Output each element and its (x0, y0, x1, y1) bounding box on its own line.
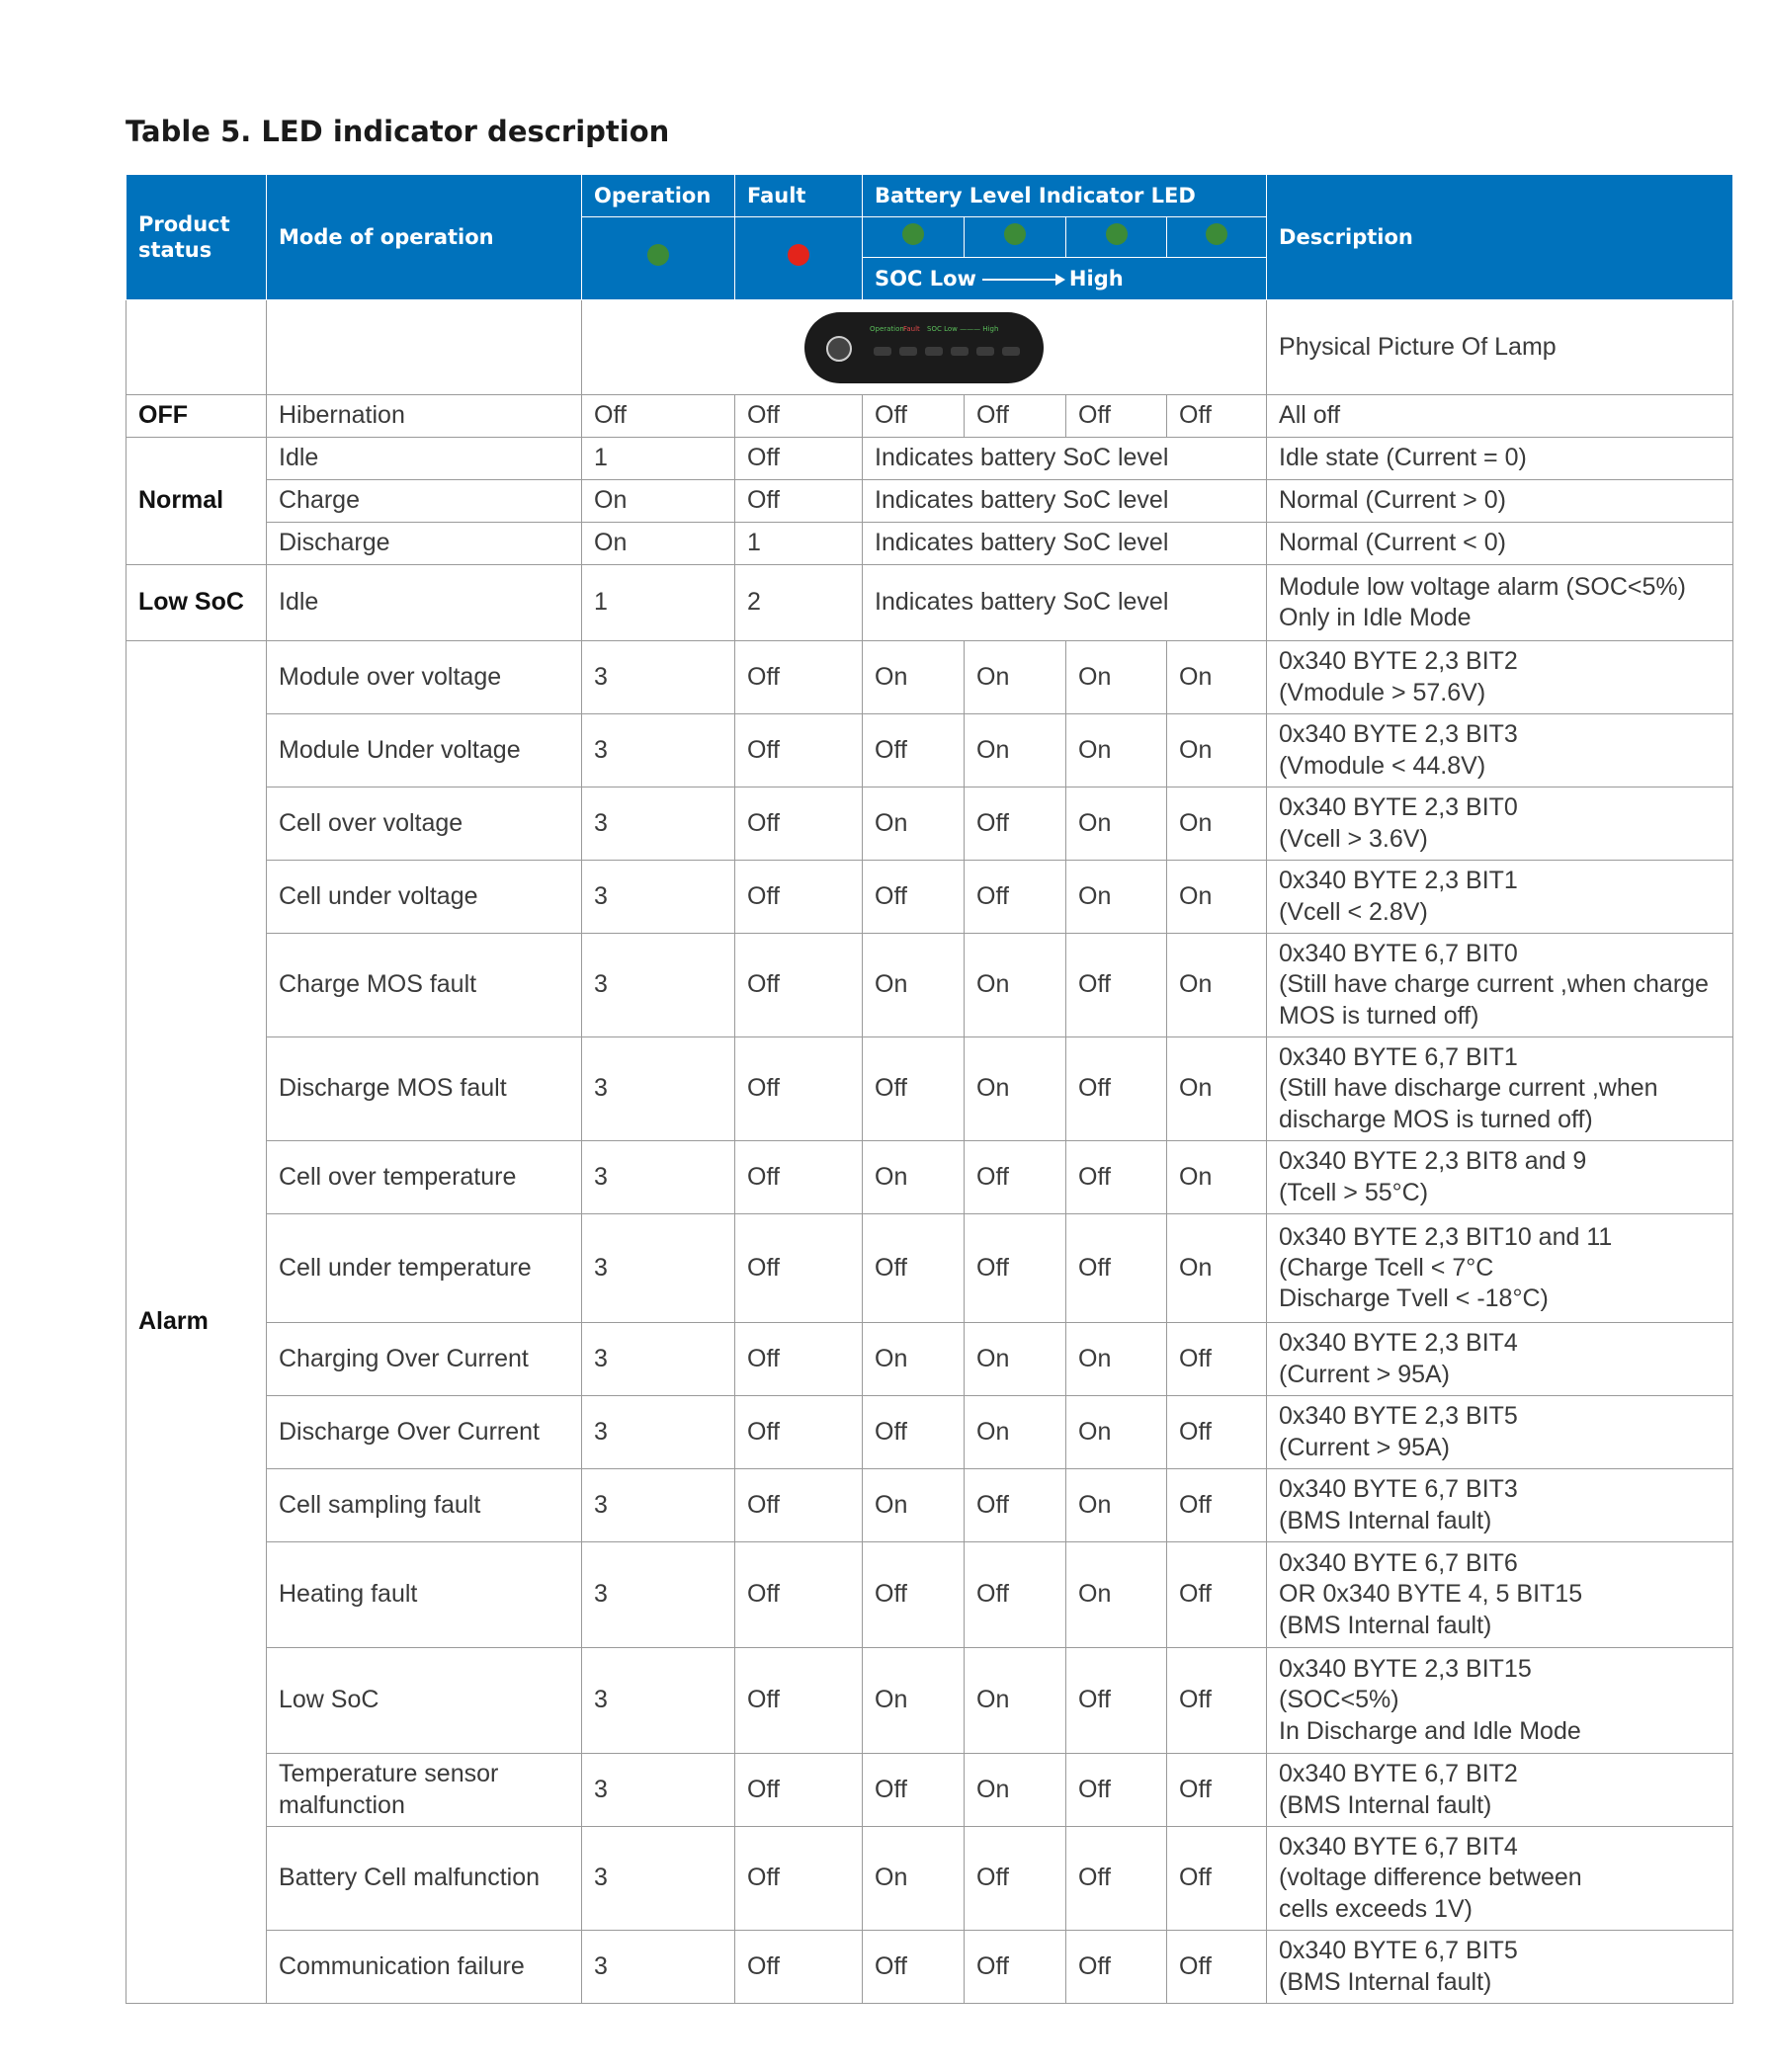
table-row (126, 438, 1733, 480)
led-4-cell: Off (1167, 395, 1267, 438)
mode-cell: Cell under voltage (267, 861, 582, 934)
fault-cell: Off (735, 861, 863, 934)
lamp-window-icon (925, 347, 943, 356)
status-cell: Low SoC (126, 565, 267, 641)
description-cell: 0x340 BYTE 2,3 BIT2 (Vmodule > 57.6V) (1267, 641, 1733, 714)
fault-cell: Off (735, 438, 863, 480)
led-indicator-table (126, 174, 1733, 2004)
led-4-cell: On (1167, 1214, 1267, 1323)
header-product-status: Product status (126, 175, 267, 300)
fault-cell: 1 (735, 523, 863, 565)
lamp-description: Physical Picture Of Lamp (1267, 300, 1733, 395)
operation-cell: 3 (582, 1827, 735, 1931)
led-3-cell: Off (1066, 934, 1167, 1037)
led-3-cell: On (1066, 714, 1167, 787)
operation-cell: 3 (582, 1469, 735, 1542)
led-4-cell: On (1167, 714, 1267, 787)
led-4-cell: Off (1167, 1827, 1267, 1931)
status-cell: Normal (126, 438, 267, 565)
mode-cell: Charging Over Current (267, 1323, 582, 1396)
lamp-window-icon (951, 347, 969, 356)
mode-cell: Module Under voltage (267, 714, 582, 787)
operation-cell: 3 (582, 1323, 735, 1396)
led-1-cell: On (863, 641, 965, 714)
mode-cell: Battery Cell malfunction (267, 1827, 582, 1931)
fault-cell: Off (735, 1542, 863, 1648)
led-3-cell: On (1066, 787, 1167, 861)
lamp-window-icon (899, 347, 917, 356)
fault-cell: Off (735, 1396, 863, 1469)
led-1-cell: On (863, 1469, 965, 1542)
led-2-cell: On (965, 1648, 1066, 1754)
mode-cell: Temperature sensor malfunction (267, 1754, 582, 1827)
mode-cell: Discharge (267, 523, 582, 565)
fault-cell: Off (735, 1141, 863, 1214)
lamp-button-icon (826, 336, 852, 362)
fault-cell: Off (735, 1827, 863, 1931)
description-cell: 0x340 BYTE 6,7 BIT4 (voltage difference between cells exceeds 1V) (1267, 1827, 1733, 1931)
table-row (126, 934, 1733, 1037)
description-cell: Idle state (Current = 0) (1267, 438, 1733, 480)
mode-cell: Charge MOS fault (267, 934, 582, 1037)
mode-cell: Cell sampling fault (267, 1469, 582, 1542)
table-row (126, 641, 1733, 714)
description-cell: Normal (Current > 0) (1267, 480, 1733, 523)
battery-led-1-cell (863, 217, 965, 258)
led-1-cell: Off (863, 1396, 965, 1469)
led-2-cell: On (965, 1323, 1066, 1396)
fault-cell: Off (735, 1037, 863, 1141)
led-3-cell: On (1066, 861, 1167, 934)
table-row (126, 1754, 1733, 1827)
description-cell: 0x340 BYTE 2,3 BIT8 and 9 (Tcell > 55°C) (1267, 1141, 1733, 1214)
description-cell: 0x340 BYTE 2,3 BIT10 and 11 (Charge Tcell < 7°C Discharge Tvell < -18°C) (1267, 1214, 1733, 1323)
led-4-cell: On (1167, 934, 1267, 1037)
mode-cell: Communication failure (267, 1931, 582, 2004)
right-arrow-icon (982, 279, 1063, 281)
operation-cell: 3 (582, 1037, 735, 1141)
table-row (126, 787, 1733, 861)
description-cell: 0x340 BYTE 2,3 BIT4 (Current > 95A) (1267, 1323, 1733, 1396)
led-1-cell: Off (863, 1214, 965, 1323)
led-2-cell: Off (965, 787, 1066, 861)
table-row (126, 1469, 1733, 1542)
fault-cell: Off (735, 714, 863, 787)
description-cell: Normal (Current < 0) (1267, 523, 1733, 565)
led-3-cell: On (1066, 641, 1167, 714)
led-3-cell: Off (1066, 395, 1167, 438)
led-text-cell: Indicates battery SoC level (863, 565, 1267, 641)
table-row (126, 1037, 1733, 1141)
led-3-cell: On (1066, 1396, 1167, 1469)
led-2-cell: On (965, 714, 1066, 787)
fault-cell: Off (735, 1469, 863, 1542)
led-2-cell: Off (965, 1469, 1066, 1542)
led-1-cell: On (863, 934, 965, 1037)
battery-led-4-cell (1167, 217, 1267, 258)
led-2-cell: On (965, 934, 1066, 1037)
description-cell: All off (1267, 395, 1733, 438)
led-3-cell: Off (1066, 1141, 1167, 1214)
led-text-cell: Indicates battery SoC level (863, 438, 1267, 480)
description-cell: 0x340 BYTE 2,3 BIT0 (Vcell > 3.6V) (1267, 787, 1733, 861)
led-4-cell: Off (1167, 1931, 1267, 2004)
led-1-cell: Off (863, 1931, 965, 2004)
mode-cell: Cell under temperature (267, 1214, 582, 1323)
operation-cell: 1 (582, 438, 735, 480)
led-3-cell: Off (1066, 1037, 1167, 1141)
mode-cell: Charge (267, 480, 582, 523)
led-4-cell: On (1167, 787, 1267, 861)
mode-cell: Module over voltage (267, 641, 582, 714)
description-cell: 0x340 BYTE 6,7 BIT2 (BMS Internal fault) (1267, 1754, 1733, 1827)
led-1-cell: On (863, 1648, 965, 1754)
led-1-cell: On (863, 1323, 965, 1396)
operation-cell: 3 (582, 1648, 735, 1754)
description-cell: Module low voltage alarm (SOC<5%) Only in Idle Mode (1267, 565, 1733, 641)
lamp-window-icon (874, 347, 891, 356)
description-cell: 0x340 BYTE 2,3 BIT15 (SOC<5%) In Discharge and Idle Mode (1267, 1648, 1733, 1754)
operation-cell: 3 (582, 861, 735, 934)
battery-led-4-icon (1206, 223, 1227, 245)
status-cell: OFF (126, 395, 267, 438)
led-3-cell: Off (1066, 1931, 1167, 2004)
operation-cell: 1 (582, 565, 735, 641)
description-cell: 0x340 BYTE 6,7 BIT6 OR 0x340 BYTE 4, 5 BIT15 (BMS Internal fault) (1267, 1542, 1733, 1648)
mode-cell: Discharge MOS fault (267, 1037, 582, 1141)
description-cell: 0x340 BYTE 6,7 BIT0 (Still have charge current ,when charge MOS is turned off) (1267, 934, 1733, 1037)
operation-cell: 3 (582, 1141, 735, 1214)
mode-cell: Cell over temperature (267, 1141, 582, 1214)
operation-led-icon (647, 244, 669, 266)
led-1-cell: On (863, 1827, 965, 1931)
led-2-cell: On (965, 1396, 1066, 1469)
led-3-cell: Off (1066, 1827, 1167, 1931)
table-row (126, 1827, 1733, 1931)
operation-cell: On (582, 523, 735, 565)
battery-led-3-icon (1106, 223, 1128, 245)
table-row (126, 861, 1733, 934)
fault-cell: Off (735, 934, 863, 1037)
led-2-cell: Off (965, 1827, 1066, 1931)
operation-cell: 3 (582, 1396, 735, 1469)
operation-cell: 3 (582, 1542, 735, 1648)
operation-cell: On (582, 480, 735, 523)
operation-cell: 3 (582, 641, 735, 714)
led-1-cell: Off (863, 1037, 965, 1141)
led-4-cell: Off (1167, 1469, 1267, 1542)
led-1-cell: Off (863, 714, 965, 787)
led-2-cell: Off (965, 1931, 1066, 2004)
lamp-picture-row (126, 300, 1733, 395)
fault-led-cell (735, 217, 863, 300)
led-1-cell: Off (863, 861, 965, 934)
soc-scale (863, 258, 1267, 300)
operation-cell: 3 (582, 787, 735, 861)
operation-cell: 3 (582, 1214, 735, 1323)
mode-cell: Idle (267, 438, 582, 480)
table-row (126, 1323, 1733, 1396)
lamp-picture (804, 312, 1044, 383)
operation-cell: 3 (582, 1754, 735, 1827)
lamp-window-icon (1002, 347, 1020, 356)
fault-cell: Off (735, 1754, 863, 1827)
led-1-cell: On (863, 787, 965, 861)
operation-cell: 3 (582, 934, 735, 1037)
table-row (126, 395, 1733, 438)
led-3-cell: On (1066, 1542, 1167, 1648)
battery-led-2-icon (1004, 223, 1026, 245)
led-3-cell: Off (1066, 1214, 1167, 1323)
mode-cell: Heating fault (267, 1542, 582, 1648)
led-2-cell: Off (965, 395, 1066, 438)
led-1-cell: Off (863, 1754, 965, 1827)
led-2-cell: Off (965, 861, 1066, 934)
fault-cell: Off (735, 787, 863, 861)
status-cell: Alarm (126, 641, 267, 2004)
led-2-cell: On (965, 1037, 1066, 1141)
led-2-cell: Off (965, 1141, 1066, 1214)
fault-led-icon (788, 244, 809, 266)
description-cell: 0x340 BYTE 6,7 BIT3 (BMS Internal fault) (1267, 1469, 1733, 1542)
led-text-cell: Indicates battery SoC level (863, 523, 1267, 565)
operation-led-cell (582, 217, 735, 300)
mode-cell: Hibernation (267, 395, 582, 438)
lamp-status-empty (126, 300, 267, 395)
table-row (126, 1141, 1733, 1214)
table-row (126, 565, 1733, 641)
description-cell: 0x340 BYTE 6,7 BIT1 (Still have discharge current ,when discharge MOS is turned off) (1267, 1037, 1733, 1141)
led-3-cell: Off (1066, 1754, 1167, 1827)
lamp-soc-label: SOC Low ——— High (927, 324, 999, 333)
description-cell: 0x340 BYTE 2,3 BIT1 (Vcell < 2.8V) (1267, 861, 1733, 934)
header-operation: Operation (582, 175, 735, 217)
table-title: Table 5. LED indicator description (126, 115, 670, 148)
led-4-cell: On (1167, 861, 1267, 934)
led-4-cell: On (1167, 641, 1267, 714)
table-row (126, 523, 1733, 565)
led-4-cell: Off (1167, 1323, 1267, 1396)
fault-cell: Off (735, 480, 863, 523)
led-3-cell: Off (1066, 1648, 1167, 1754)
lamp-window-icon (976, 347, 994, 356)
lamp-picture-cell (582, 300, 1267, 395)
led-4-cell: Off (1167, 1754, 1267, 1827)
led-2-cell: On (965, 641, 1066, 714)
table-row (126, 480, 1733, 523)
table-row (126, 1542, 1733, 1648)
mode-cell: Idle (267, 565, 582, 641)
fault-cell: Off (735, 1214, 863, 1323)
header-battery-level: Battery Level Indicator LED (863, 175, 1267, 217)
lamp-operation-label: Operation (870, 324, 904, 333)
table-row (126, 1214, 1733, 1323)
led-1-cell: Off (863, 395, 965, 438)
fault-cell: 2 (735, 565, 863, 641)
fault-cell: Off (735, 395, 863, 438)
soc-high-label: High (1068, 266, 1124, 290)
led-1-cell: Off (863, 1542, 965, 1648)
led-4-cell: On (1167, 1037, 1267, 1141)
led-1-cell: On (863, 1141, 965, 1214)
battery-led-3-cell (1066, 217, 1167, 258)
led-4-cell: Off (1167, 1648, 1267, 1754)
operation-cell: Off (582, 395, 735, 438)
led-2-cell: Off (965, 1214, 1066, 1323)
fault-cell: Off (735, 1648, 863, 1754)
led-text-cell: Indicates battery SoC level (863, 480, 1267, 523)
header-description: Description (1267, 175, 1733, 300)
operation-cell: 3 (582, 714, 735, 787)
led-2-cell: On (965, 1754, 1066, 1827)
table-row (126, 714, 1733, 787)
operation-cell: 3 (582, 1931, 735, 2004)
led-4-cell: Off (1167, 1542, 1267, 1648)
fault-cell: Off (735, 641, 863, 714)
header-fault: Fault (735, 175, 863, 217)
description-cell: 0x340 BYTE 6,7 BIT5 (BMS Internal fault) (1267, 1931, 1733, 2004)
led-3-cell: On (1066, 1323, 1167, 1396)
led-2-cell: Off (965, 1542, 1066, 1648)
description-cell: 0x340 BYTE 2,3 BIT3 (Vmodule < 44.8V) (1267, 714, 1733, 787)
battery-led-2-cell (965, 217, 1066, 258)
mode-cell: Cell over voltage (267, 787, 582, 861)
fault-cell: Off (735, 1931, 863, 2004)
led-4-cell: Off (1167, 1396, 1267, 1469)
header-mode-of-operation: Mode of operation (267, 175, 582, 300)
fault-cell: Off (735, 1323, 863, 1396)
lamp-mode-empty (267, 300, 582, 395)
lamp-fault-label: Fault (903, 324, 920, 333)
led-4-cell: On (1167, 1141, 1267, 1214)
soc-low-label: SOC Low (875, 266, 976, 290)
led-3-cell: On (1066, 1469, 1167, 1542)
mode-cell: Discharge Over Current (267, 1396, 582, 1469)
mode-cell: Low SoC (267, 1648, 582, 1754)
table-row (126, 1931, 1733, 2004)
description-cell: 0x340 BYTE 2,3 BIT5 (Current > 95A) (1267, 1396, 1733, 1469)
battery-led-1-icon (902, 223, 924, 245)
table-row (126, 1396, 1733, 1469)
table-row (126, 1648, 1733, 1754)
